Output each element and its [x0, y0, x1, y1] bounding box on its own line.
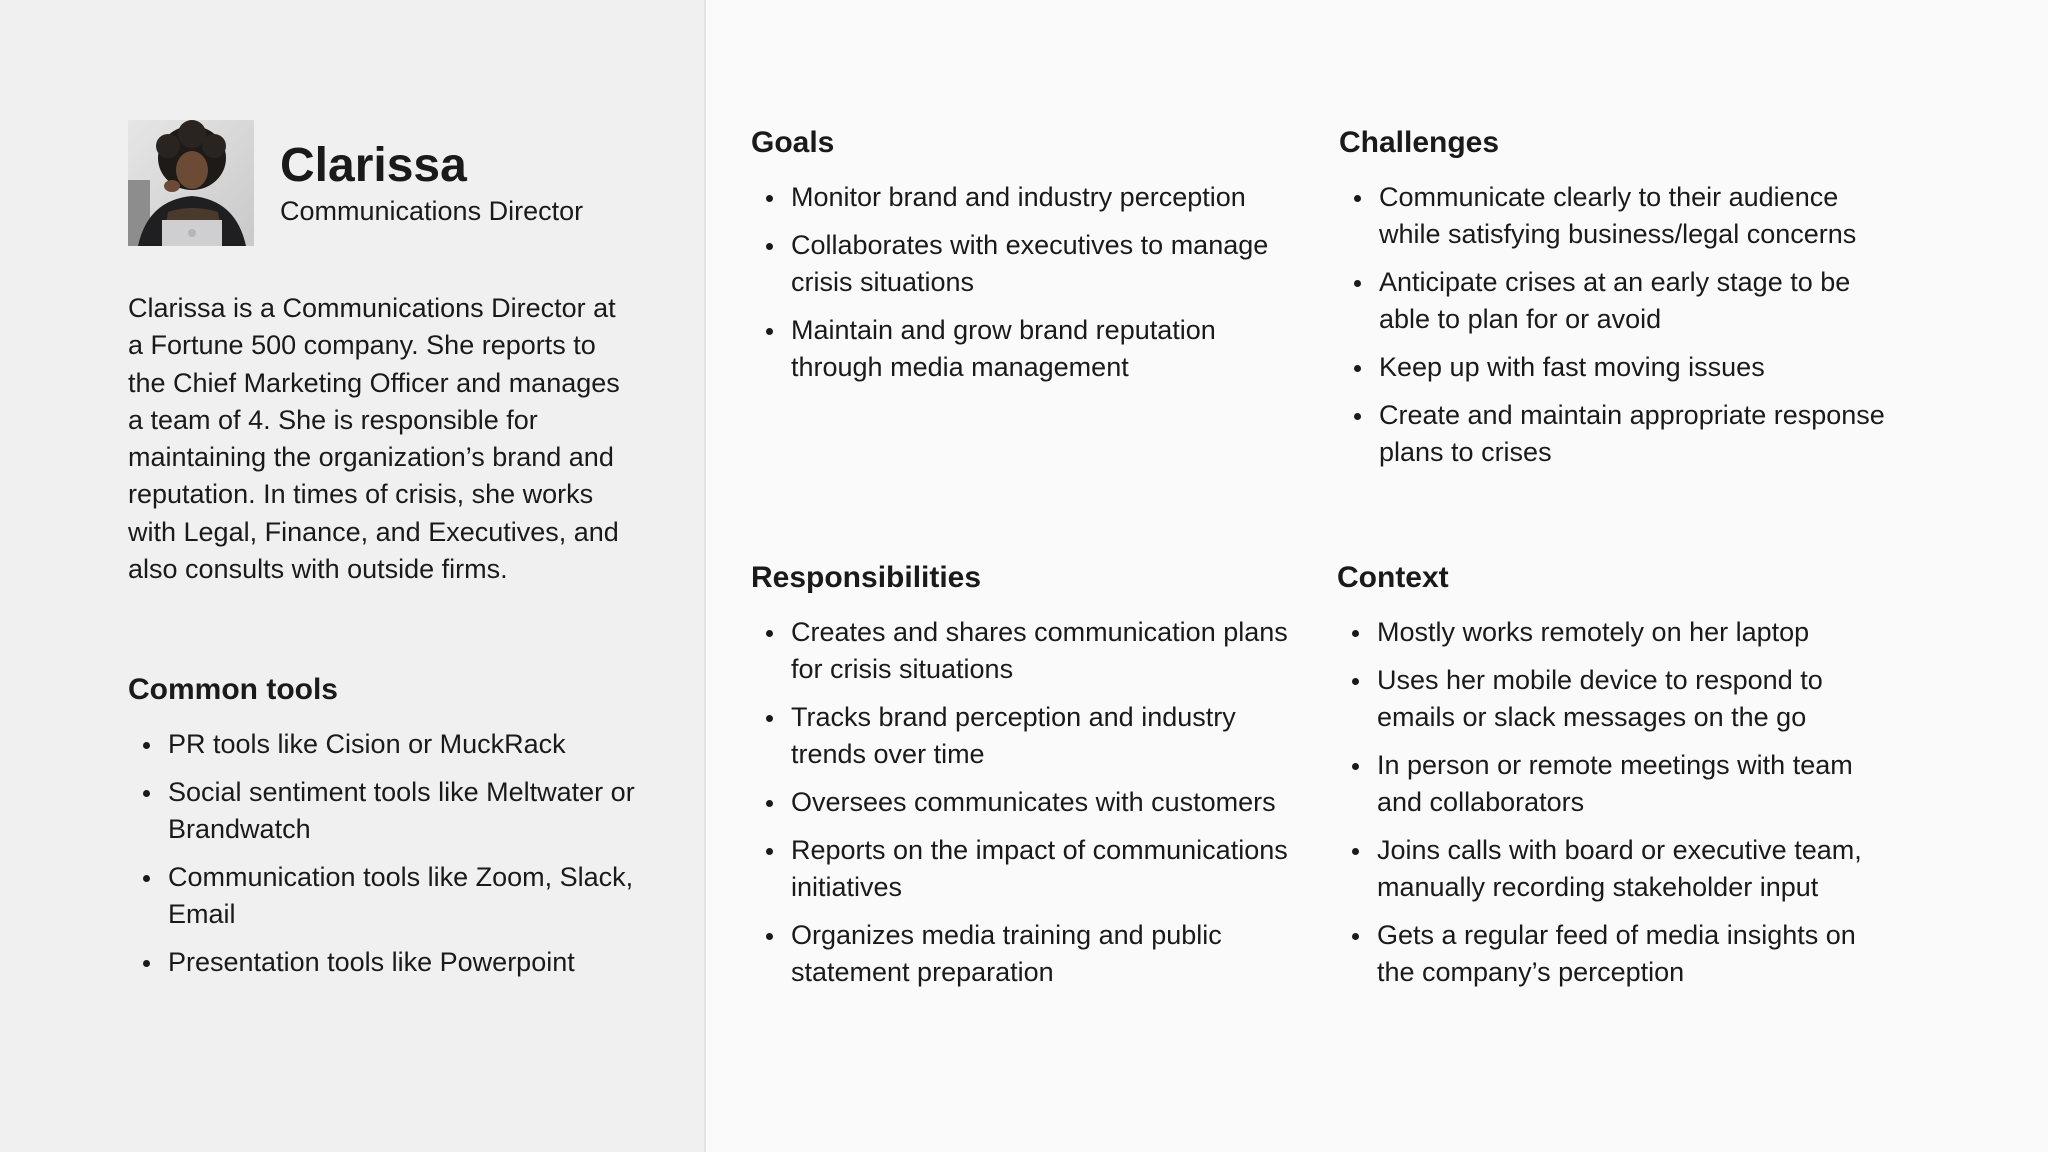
responsibilities-list	[751, 614, 1311, 992]
list-item: Collaborates with executives to manage crisis situations	[751, 227, 1311, 302]
list-item: Presentation tools like Powerpoint	[128, 944, 648, 981]
persona-role: Communications Director	[280, 196, 584, 226]
list-item: PR tools like Cision or MuckRack	[128, 726, 648, 763]
list-item: Tracks brand perception and industry trends over time	[751, 699, 1311, 774]
persona-bio: Clarissa is a Communications Director at a Fortune 500 company. She reports to the Chief Marketing Officer and manages a team of 4. She is responsible for maintaining the organization’s brand and reputation. In times of crisis, she works with Legal, Finance, and Executives, and also consults with outside firms.	[128, 293, 620, 585]
list-item: Monitor brand and industry perception	[751, 179, 1311, 216]
list-item: Communicate clearly to their audience while satisfying business/legal concerns	[1339, 179, 1899, 254]
list-item: Anticipate crises at an early stage to be able to plan for or avoid	[1339, 264, 1899, 339]
list-item: Creates and shares communication plans for crisis situations	[751, 614, 1311, 689]
persona-name: Clarissa	[280, 139, 467, 192]
goals-title: Goals	[751, 126, 835, 159]
list-item: Maintain and grow brand reputation through media management	[751, 312, 1311, 387]
list-item: Organizes media training and public statement preparation	[751, 917, 1311, 992]
common-tools-list	[128, 726, 648, 981]
context-title: Context	[1337, 561, 1449, 594]
list-item: Keep up with fast moving issues	[1339, 349, 1899, 386]
list-item: Social sentiment tools like Meltwater or Brandwatch	[128, 774, 648, 849]
responsibilities-title: Responsibilities	[751, 561, 982, 594]
goals-list	[751, 179, 1311, 386]
name-block	[280, 138, 583, 228]
goals-section	[751, 125, 1311, 397]
list-item: Create and maintain appropriate response plans to crises	[1339, 397, 1899, 472]
list-item: Communication tools like Zoom, Slack, Email	[128, 859, 648, 934]
challenges-section	[1339, 125, 1899, 482]
profile-header	[128, 120, 583, 246]
avatar	[128, 120, 254, 246]
challenges-list	[1339, 179, 1899, 472]
list-item: Gets a regular feed of media insights on the company’s perception	[1337, 917, 1897, 992]
context-list	[1337, 614, 1897, 992]
list-item: Uses her mobile device to respond to emails or slack messages on the go	[1337, 662, 1897, 737]
list-item: Joins calls with board or executive team, manually recording stakeholder input	[1337, 832, 1897, 907]
challenges-title: Challenges	[1339, 126, 1500, 159]
common-tools-title: Common tools	[128, 673, 338, 706]
responsibilities-section	[751, 560, 1311, 1002]
list-item: Oversees communicates with customers	[751, 784, 1311, 821]
list-item: Mostly works remotely on her laptop	[1337, 614, 1897, 651]
context-section	[1337, 560, 1897, 1002]
profile-panel	[0, 0, 706, 1152]
common-tools-section	[128, 672, 648, 992]
list-item: Reports on the impact of communications initiatives	[751, 832, 1311, 907]
list-item: In person or remote meetings with team and collaborators	[1337, 747, 1897, 822]
